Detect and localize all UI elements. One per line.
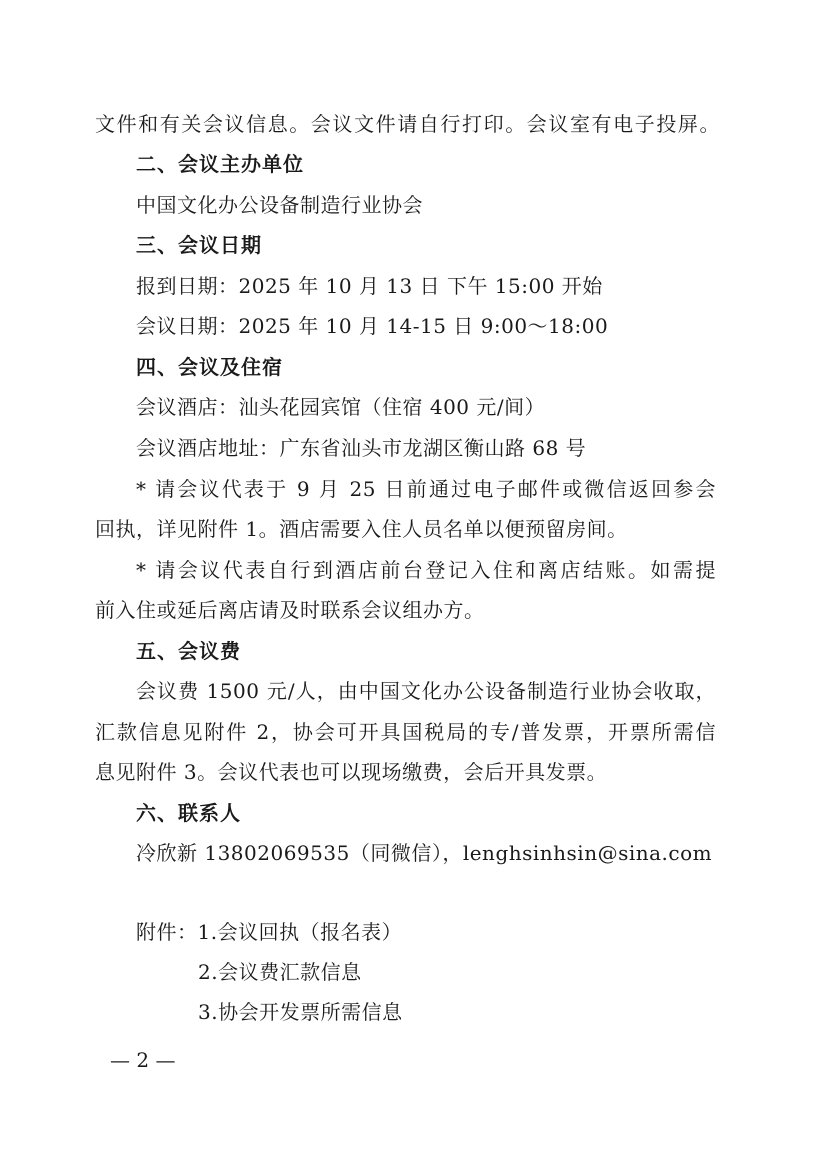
note-checkin-line2: 前入住或延后离店请及时联系会议组办方。 — [95, 598, 485, 622]
hotel-name: 会议酒店：汕头花园宾馆（住宿 400 元/间） — [136, 395, 546, 419]
checkin-date: 报到日期：2025 年 10 月 13 日 下午 15:00 开始 — [136, 274, 603, 298]
attachment-item-1: 附件：1.会议回执（报名表） — [136, 920, 403, 944]
attachment-item-3: 3.协会开发票所需信息 — [198, 1000, 403, 1024]
contact-info: 冷欣新 13802069535（同微信），lenghsinhsin@sina.com — [136, 841, 713, 865]
section-heading-fee: 五、会议费 — [136, 639, 241, 663]
note-checkin-line1: * 请会议代表自行到酒店前台登记入住和离店结账。如需提 — [136, 558, 716, 582]
section-heading-organizer: 二、会议主办单位 — [136, 152, 304, 176]
section-heading-dates: 三、会议日期 — [136, 233, 262, 257]
hotel-address: 会议酒店地址：广东省汕头市龙湖区衡山路 68 号 — [136, 436, 587, 460]
note-registration-line1: * 请会议代表于 9 月 25 日前通过电子邮件或微信返回参会 — [136, 477, 716, 501]
fee-line3: 息见附件 3。会议代表也可以现场缴费，会后开具发票。 — [95, 760, 608, 784]
organizer-name: 中国文化办公设备制造行业协会 — [136, 193, 423, 217]
meeting-date: 会议日期：2025 年 10 月 14-15 日 9:00～18:00 — [136, 314, 609, 338]
fee-line2: 汇款信息见附件 2，协会可开具国税局的专/普发票，开票所需信 — [95, 720, 716, 744]
section-heading-accommodation: 四、会议及住宿 — [136, 355, 283, 379]
section-heading-contact: 六、联系人 — [136, 801, 241, 825]
page-number: — 2 — — [110, 1048, 176, 1072]
attachment-item-2: 2.会议费汇款信息 — [198, 960, 362, 984]
text-line-continuation: 文件和有关会议信息。会议文件请自行打印。会议室有电子投屏。 — [95, 112, 720, 136]
note-registration-line2: 回执，详见附件 1。酒店需要入住人员名单以便预留房间。 — [95, 517, 628, 541]
fee-line1: 会议费 1500 元/人，由中国文化办公设备制造行业协会收取， — [136, 679, 716, 703]
